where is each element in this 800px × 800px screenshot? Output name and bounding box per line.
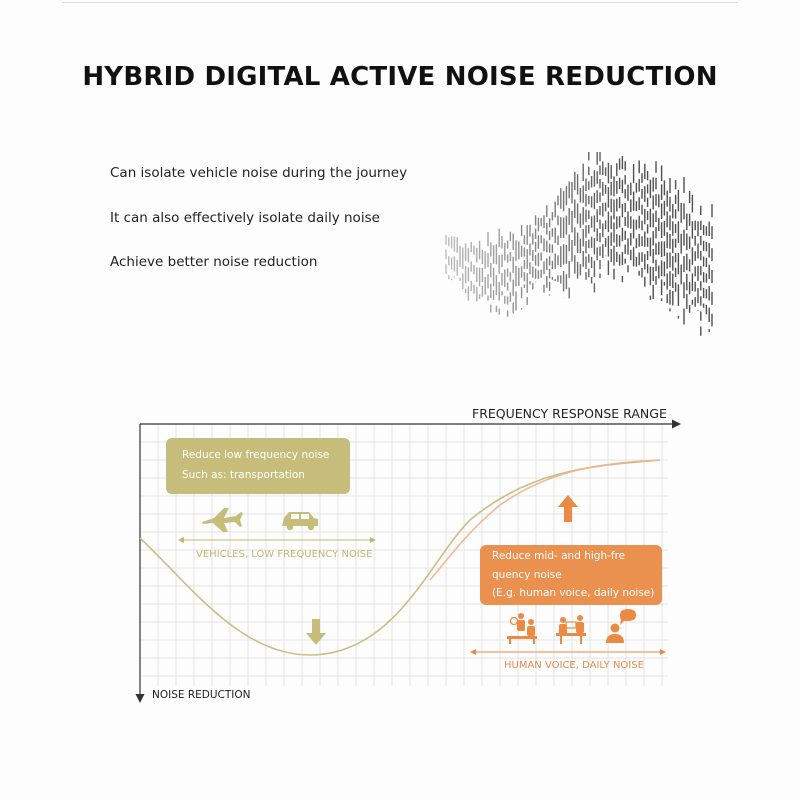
low-frequency-callout <box>166 438 350 494</box>
high-range-label: HUMAN VOICE, DAILY NOISE <box>504 660 644 671</box>
page-title: HYBRID DIGITAL ACTIVE NOISE REDUCTION <box>82 62 718 92</box>
up-arrow-icon <box>558 495 578 522</box>
callout-line: Such as: transportation <box>182 469 305 481</box>
callout-line: (E.g. human voice, daily noise) <box>492 587 655 599</box>
low-range-marker <box>178 537 376 543</box>
people-sitting-icon <box>507 613 537 644</box>
low-range-label: VEHICLES, LOW FREQUENCY NOISE <box>196 549 373 560</box>
callout-line: Reduce low frequency noise <box>182 449 330 461</box>
x-axis-arrow <box>672 420 681 429</box>
callout-line: quency noise <box>492 568 562 581</box>
feature-item: It can also effectively isolate daily noise <box>110 209 380 226</box>
down-arrow-icon <box>306 619 326 645</box>
airplane-icon <box>202 508 243 532</box>
y-axis-arrow <box>136 694 145 703</box>
high-range-marker <box>470 649 666 655</box>
feature-item: Achieve better noise reduction <box>110 254 318 270</box>
car-icon <box>282 512 318 530</box>
callout-line: Reduce mid- and high-fre <box>492 550 626 562</box>
high-frequency-callout <box>480 545 662 605</box>
y-axis-label: NOISE REDUCTION <box>152 689 251 701</box>
x-axis-label: FREQUENCY RESPONSE RANGE <box>472 406 667 421</box>
person-talking-icon <box>606 609 636 643</box>
feature-item: Can isolate vehicle noise during the journey <box>110 165 408 181</box>
